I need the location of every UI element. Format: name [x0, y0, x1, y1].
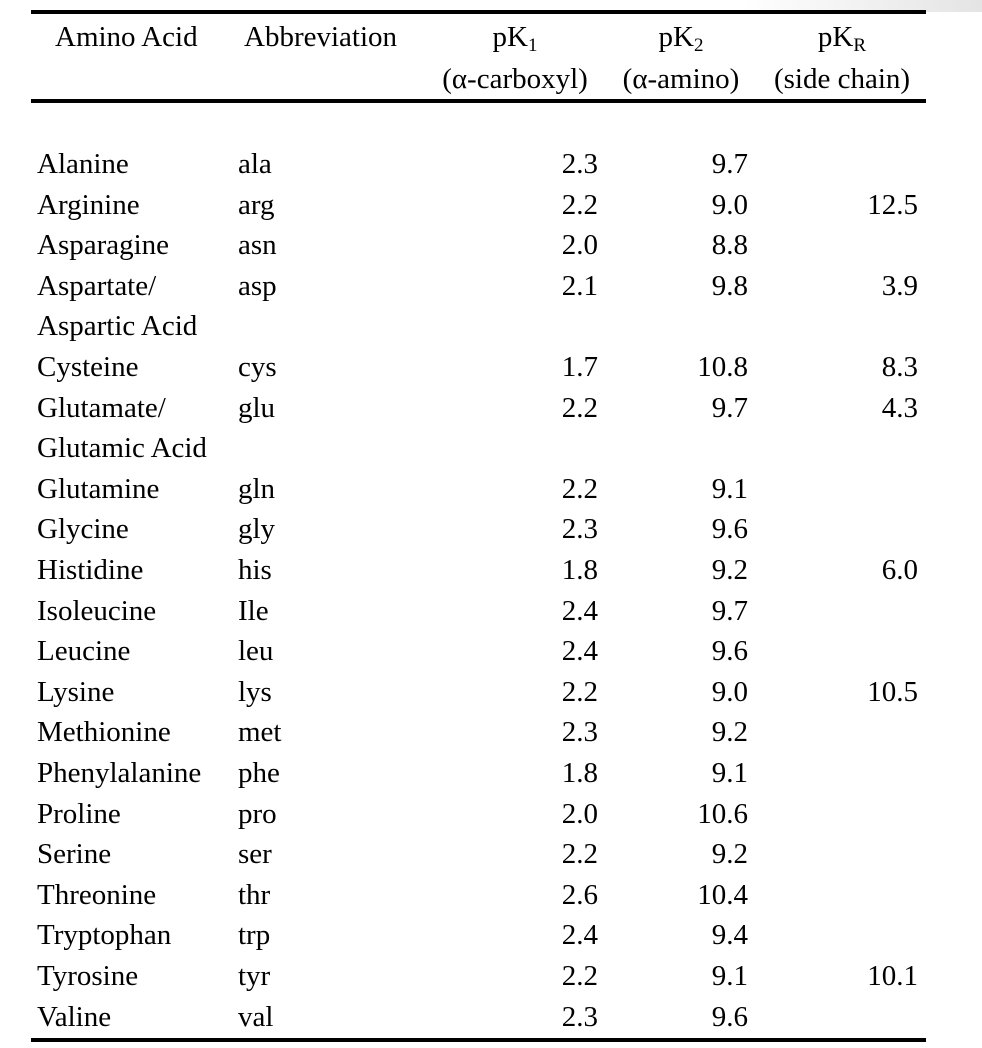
pk1-value: 1.8 [561, 757, 598, 789]
pkr-value: 12.5 [867, 188, 918, 221]
pkr-value: 10.1 [867, 960, 918, 992]
pk2-value: 9.7 [711, 594, 748, 627]
pkr-value: 3.9 [881, 269, 918, 302]
amino-acid-name: Aspartate/ [37, 269, 157, 302]
pk1-value: 2.2 [561, 838, 598, 871]
pk2-value: 9.7 [711, 391, 748, 424]
amino-acid-name: Lysine [37, 675, 115, 708]
header-pkr-subscript: R [853, 35, 867, 56]
pk2-value: 10.6 [697, 797, 748, 830]
pk2-value: 9.6 [711, 1000, 748, 1033]
pk1-value: 2.3 [561, 716, 598, 749]
header-amino-acid: Amino Acid [55, 21, 198, 53]
amino-acid-name: Methionine [37, 716, 171, 749]
amino-acid-name: Isoleucine [37, 594, 157, 627]
pk1-value: 2.3 [561, 1000, 598, 1033]
amino-acid-name: Alanine [37, 148, 129, 180]
pkr-value: 4.3 [881, 391, 918, 424]
pk1-value: 2.6 [561, 878, 598, 911]
abbreviation-cell: cys [238, 351, 277, 383]
header-pkr-description: (side chain) [773, 63, 911, 95]
amino-acid-name: Tyrosine [37, 960, 139, 992]
pk1-value: 2.2 [561, 960, 598, 992]
pk2-value: 9.8 [711, 269, 748, 302]
pk2-value: 9.7 [711, 148, 748, 180]
table-row [0, 469, 982, 510]
pk1-value: 2.3 [561, 513, 598, 546]
pkr-value: 10.5 [867, 675, 918, 708]
table-top-rule [31, 10, 926, 14]
abbreviation-cell: lys [238, 675, 272, 708]
table-bottom-rule [31, 1038, 926, 1042]
amino-acid-name: Histidine [37, 554, 144, 586]
pk1-value: 2.0 [561, 229, 598, 262]
header-pk1-description: (α-carboxyl) [442, 63, 588, 95]
pk1-value: 2.2 [561, 675, 598, 708]
table-row [0, 712, 982, 753]
abbreviation-cell: tyr [238, 960, 271, 992]
amino-acid-name: Tryptophan [37, 919, 172, 952]
header-abbreviation: Abbreviation [244, 21, 398, 53]
header-pk2-description: (α-amino) [622, 63, 740, 95]
table-row [0, 428, 982, 469]
header-pk2 [601, 16, 761, 58]
abbreviation-cell: leu [238, 635, 274, 668]
pk1-value: 2.1 [561, 269, 598, 302]
abbreviation-cell: arg [238, 188, 275, 221]
abbreviation-cell: thr [238, 878, 271, 911]
amino-acid-name: Glutamate/ [37, 391, 166, 424]
amino-acid-name: Arginine [37, 188, 140, 221]
pk2-value: 9.0 [711, 675, 748, 708]
table-row [0, 956, 982, 997]
abbreviation-cell: pro [238, 797, 277, 830]
pkr-value: 6.0 [881, 554, 918, 586]
abbreviation-cell: asp [238, 269, 277, 302]
table-row [0, 997, 982, 1038]
table-row [0, 875, 982, 916]
table-row [0, 794, 982, 835]
header-pk2-symbol: pK [658, 21, 694, 53]
pk2-value: 9.2 [711, 716, 748, 749]
pk2-value: 9.1 [711, 960, 748, 992]
pk2-value: 10.4 [697, 878, 748, 911]
abbreviation-cell: ser [238, 838, 272, 871]
amino-acid-name: Glutamic Acid [37, 432, 207, 465]
table-row [0, 591, 982, 632]
table-row [0, 225, 982, 266]
header-pkr-symbol: pK [817, 21, 854, 53]
amino-acid-name: Asparagine [37, 229, 170, 262]
table-row [0, 672, 982, 713]
pk1-value: 2.2 [561, 472, 598, 505]
header-pk2-subscript: 2 [693, 35, 704, 56]
amino-acid-name: Phenylalanine [37, 757, 202, 789]
abbreviation-cell: gln [238, 472, 276, 505]
abbreviation-cell: ala [238, 148, 272, 180]
header-pk1-subscript: 1 [527, 35, 538, 56]
table-row [0, 306, 982, 347]
pk1-value: 2.2 [561, 188, 598, 221]
abbreviation-cell: gly [238, 513, 276, 546]
pk2-value: 10.8 [697, 351, 748, 383]
pk1-value: 2.4 [561, 594, 598, 627]
table-row [0, 347, 982, 388]
abbreviation-cell: glu [238, 391, 276, 424]
table-row [0, 915, 982, 956]
pk1-value: 1.7 [561, 351, 598, 383]
amino-acid-name: Leucine [37, 635, 131, 668]
pk2-value: 9.1 [711, 757, 748, 789]
amino-acid-name: Cysteine [37, 351, 139, 383]
header-bottom-rule [31, 99, 926, 103]
abbreviation-cell: asn [238, 229, 277, 262]
amino-acid-name: Aspartic Acid [37, 310, 198, 343]
amino-acid-name: Proline [37, 797, 121, 830]
table-row [0, 753, 982, 794]
header-pkr [762, 16, 922, 58]
pk1-value: 2.0 [561, 797, 598, 830]
amino-acid-name: Threonine [37, 878, 157, 911]
amino-acid-name: Serine [37, 838, 112, 871]
table-row [0, 509, 982, 550]
table-row [0, 185, 982, 226]
header-pk1-symbol: pK [492, 21, 528, 53]
pk2-value: 9.2 [711, 554, 748, 586]
header-pk1 [425, 16, 605, 58]
pk2-value: 8.8 [711, 229, 748, 262]
abbreviation-cell: met [238, 716, 282, 749]
table-row [0, 266, 982, 307]
abbreviation-cell: trp [238, 919, 271, 952]
abbreviation-cell: phe [238, 757, 280, 789]
abbreviation-cell: his [238, 554, 272, 586]
amino-acid-name: Glutamine [37, 472, 160, 505]
pk1-value: 2.4 [561, 635, 598, 668]
abbreviation-cell: val [238, 1000, 274, 1033]
table-row [0, 388, 982, 429]
table-row [0, 550, 982, 591]
pk1-value: 2.2 [561, 391, 598, 424]
pkr-value: 8.3 [881, 351, 918, 383]
pk1-value: 2.3 [561, 148, 598, 180]
table-row [0, 631, 982, 672]
pk1-value: 1.8 [561, 554, 598, 586]
pk2-value: 9.0 [711, 188, 748, 221]
pk2-value: 9.6 [711, 635, 748, 668]
pk2-value: 9.1 [711, 472, 748, 505]
pk1-value: 2.4 [561, 919, 598, 952]
amino-acid-name: Valine [37, 1000, 112, 1033]
table-row [0, 144, 982, 185]
pk2-value: 9.6 [711, 513, 748, 546]
table-row [0, 834, 982, 875]
pk2-value: 9.4 [711, 919, 748, 952]
abbreviation-cell: Ile [238, 594, 269, 627]
amino-acid-name: Glycine [37, 513, 129, 546]
pk2-value: 9.2 [711, 838, 748, 871]
